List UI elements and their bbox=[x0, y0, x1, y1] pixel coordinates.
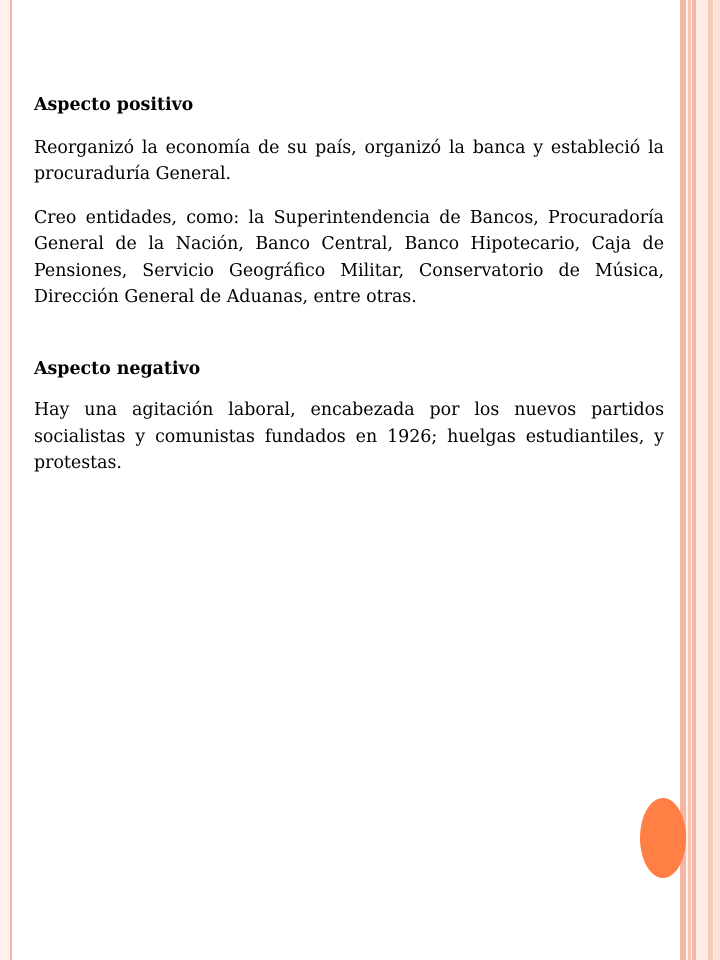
positive-heading: Aspecto positivo bbox=[34, 95, 194, 115]
negative-paragraph: Hay una agitación laboral, encabezada por los nuevos partidos socialistas y comunistas fundados en 1926; huelgas estudiantiles, y protestas. bbox=[34, 400, 664, 473]
negative-heading: Aspecto negativo bbox=[34, 358, 201, 379]
decorative-stripe bbox=[688, 0, 691, 960]
decorative-stripe bbox=[714, 0, 720, 960]
slide-content bbox=[34, 92, 664, 477]
positive-paragraph-1: Reorganizó la economía de su país, organizó la banca y estableció la procuraduría General. bbox=[34, 137, 664, 184]
decorative-stripe bbox=[692, 0, 696, 960]
decorative-stripe bbox=[697, 0, 707, 960]
positive-paragraph-2: Creo entidades, como: la Superintendencia de Bancos, Procuradoría General de la Nación, Banco Central, Banco Hipotecario, Caja de Pensiones, Servicio Geográfico Militar, Conservatorio de Música, Dirección General de Aduanas, entre otras. bbox=[34, 207, 664, 307]
decorative-stripe bbox=[708, 0, 713, 960]
orange-oval-decoration bbox=[640, 798, 686, 878]
